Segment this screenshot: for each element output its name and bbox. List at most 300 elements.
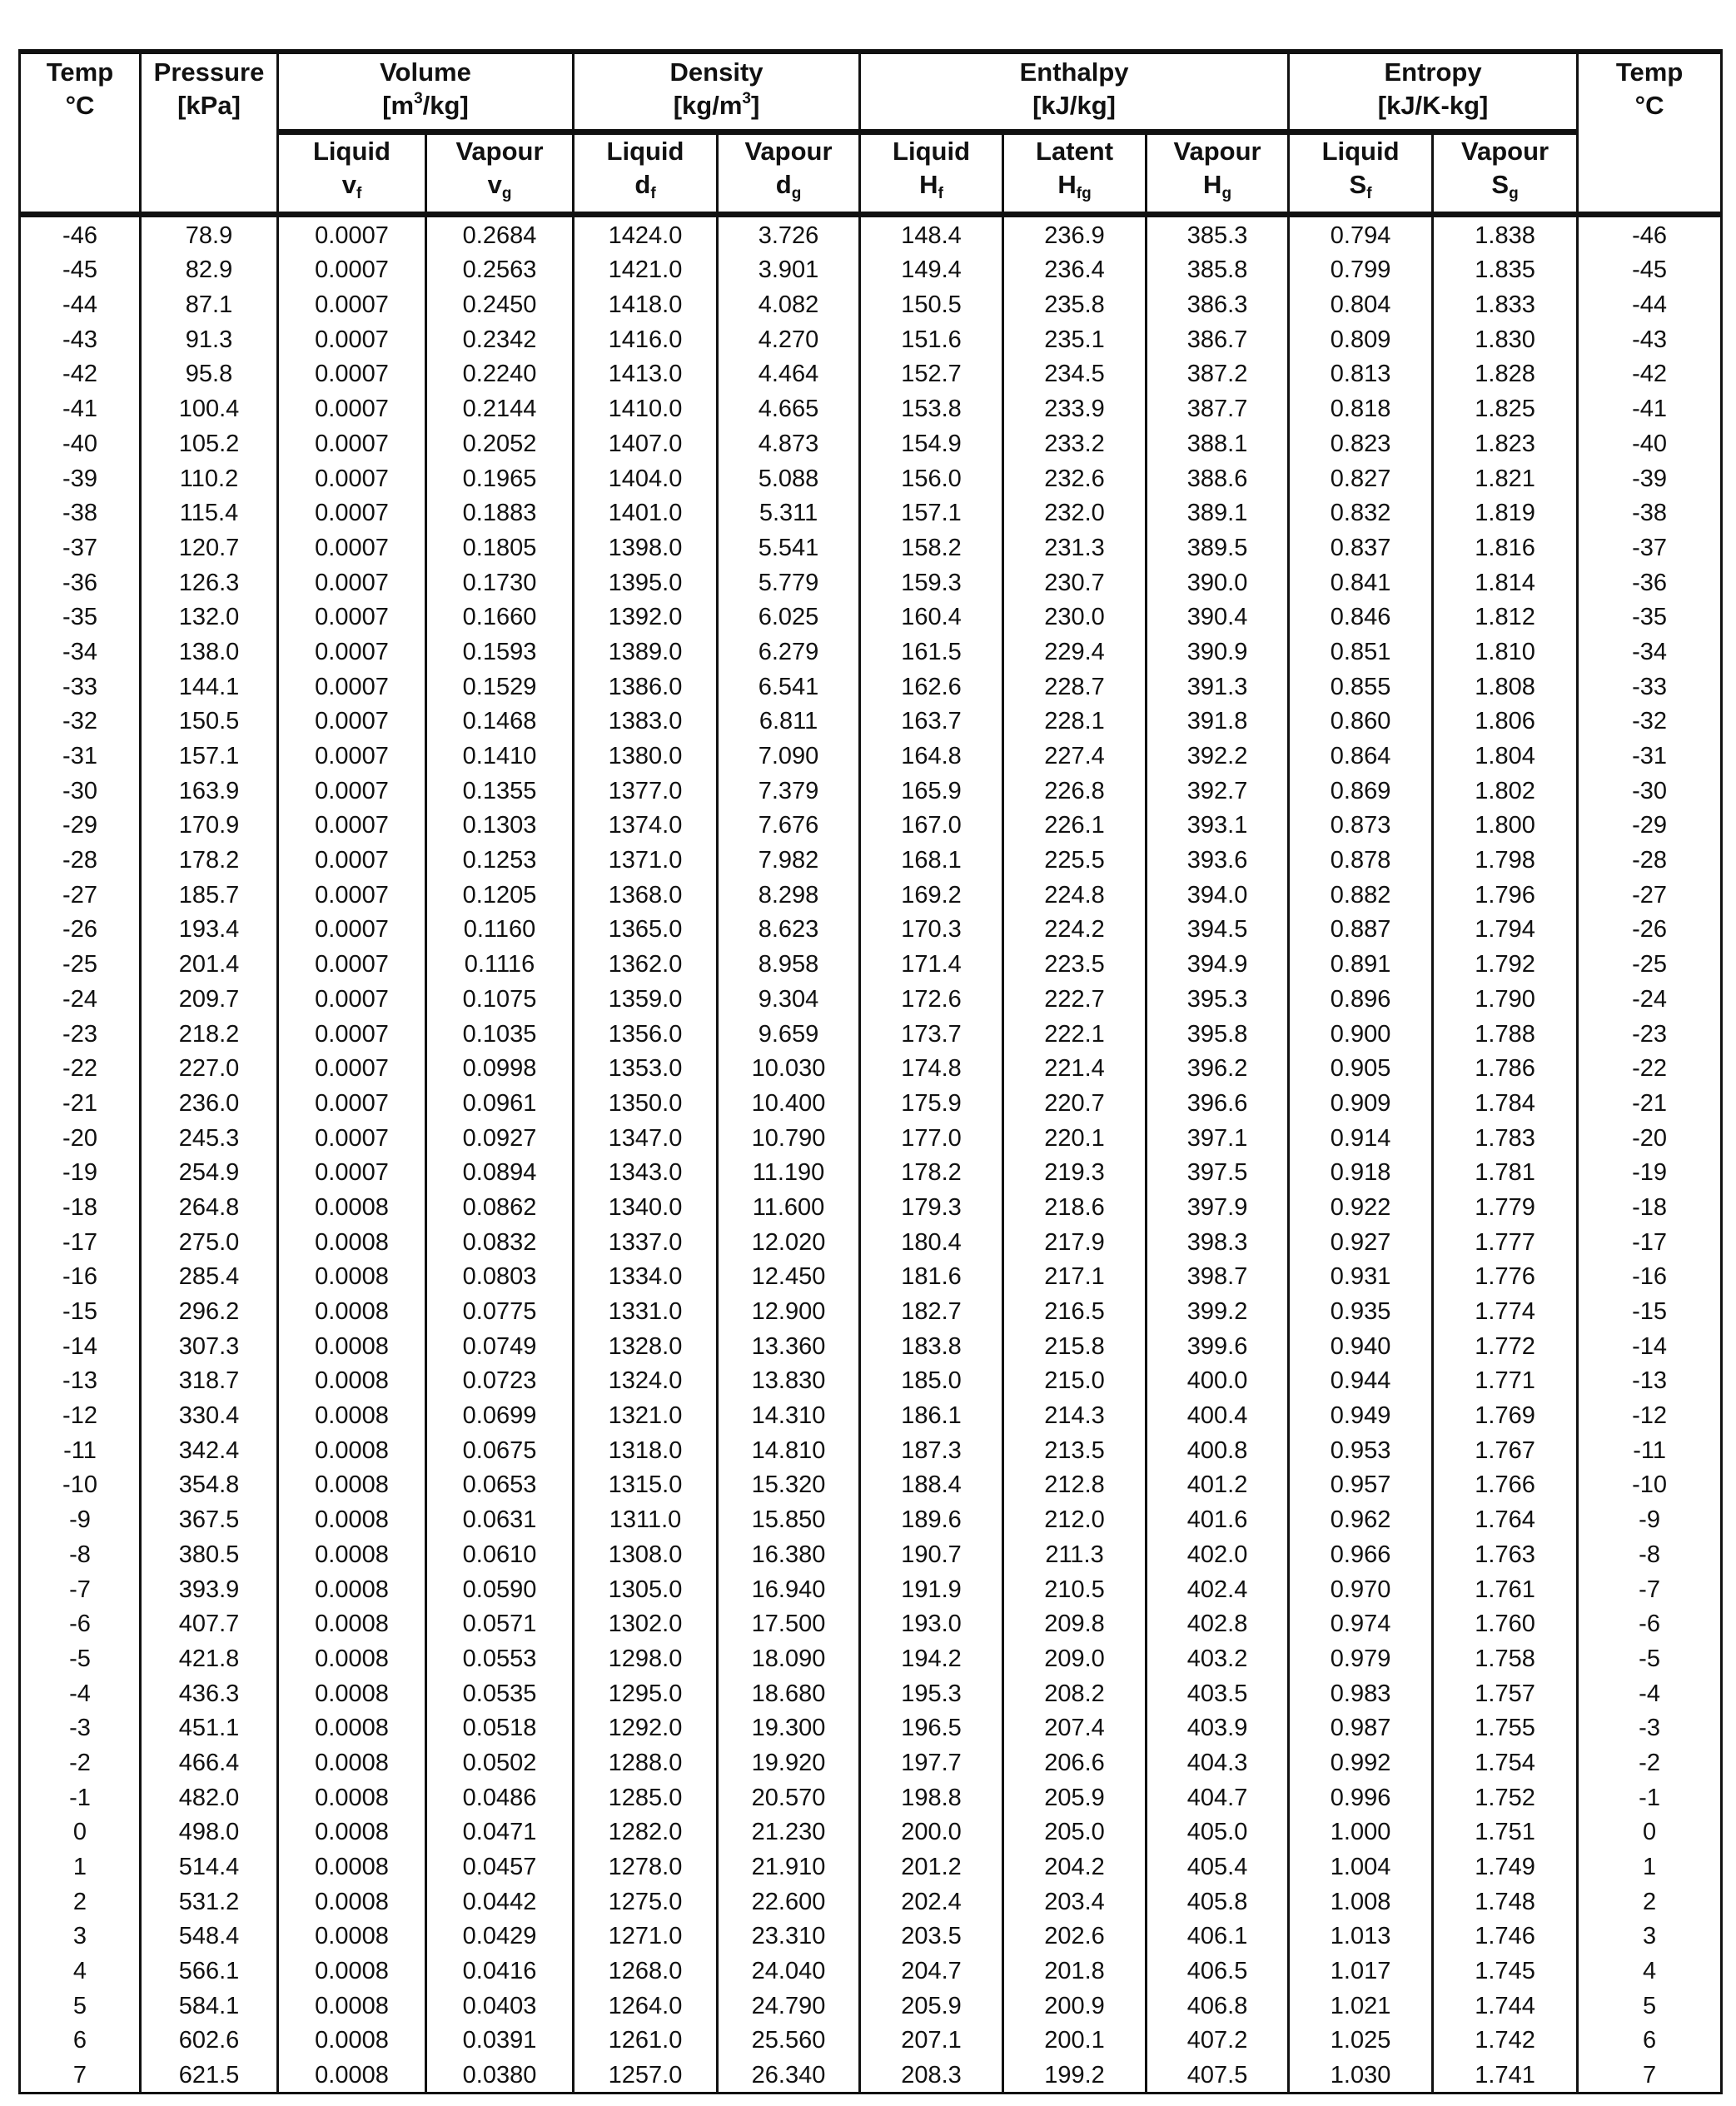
cell-entropy-vapour: 1.812 bbox=[1433, 600, 1578, 635]
cell-entropy-liquid: 0.804 bbox=[1289, 286, 1433, 321]
cell-temp-right: -19 bbox=[1578, 1155, 1722, 1190]
cell-volume-liquid: 0.0008 bbox=[278, 1745, 426, 1780]
cell-enthalpy-latent: 209.0 bbox=[1003, 1640, 1147, 1675]
table-header bbox=[20, 52, 1722, 215]
table-row bbox=[20, 1815, 1722, 1850]
cell-enthalpy-liquid: 190.7 bbox=[860, 1536, 1003, 1571]
table-row bbox=[20, 321, 1722, 356]
cell-density-vapour: 6.811 bbox=[718, 704, 860, 739]
cell-entropy-vapour: 1.757 bbox=[1433, 1675, 1578, 1710]
header-volume bbox=[278, 52, 574, 132]
cell-entropy-liquid: 0.992 bbox=[1289, 1745, 1433, 1780]
cell-density-liquid: 1362.0 bbox=[574, 946, 718, 981]
cell-entropy-vapour: 1.806 bbox=[1433, 704, 1578, 739]
cell-entropy-liquid: 0.987 bbox=[1289, 1710, 1433, 1745]
table-row bbox=[20, 669, 1722, 704]
cell-enthalpy-vapour: 399.6 bbox=[1147, 1328, 1289, 1363]
sub-header-liquid-vf bbox=[278, 132, 426, 215]
cell-temp: 7 bbox=[20, 2057, 141, 2093]
cell-enthalpy-latent: 227.4 bbox=[1003, 738, 1147, 773]
cell-volume-vapour: 0.1529 bbox=[426, 669, 574, 704]
cell-volume-liquid: 0.0008 bbox=[278, 2057, 426, 2093]
cell-entropy-vapour: 1.761 bbox=[1433, 1571, 1578, 1606]
cell-volume-liquid: 0.0007 bbox=[278, 252, 426, 287]
cell-density-liquid: 1295.0 bbox=[574, 1675, 718, 1710]
sub-header-latent-hfg bbox=[1003, 132, 1147, 215]
sub-header-label: Vapour bbox=[744, 137, 833, 166]
cell-enthalpy-vapour: 403.5 bbox=[1147, 1675, 1289, 1710]
cell-enthalpy-vapour: 393.1 bbox=[1147, 808, 1289, 843]
cell-entropy-vapour: 1.754 bbox=[1433, 1745, 1578, 1780]
cell-entropy-liquid: 0.914 bbox=[1289, 1120, 1433, 1155]
cell-entropy-liquid: 0.891 bbox=[1289, 946, 1433, 981]
cell-enthalpy-latent: 199.2 bbox=[1003, 2057, 1147, 2093]
cell-volume-liquid: 0.0008 bbox=[278, 1849, 426, 1884]
cell-temp-right: -29 bbox=[1578, 808, 1722, 843]
cell-enthalpy-vapour: 392.2 bbox=[1147, 738, 1289, 773]
table-row bbox=[20, 2057, 1722, 2093]
cell-density-liquid: 1418.0 bbox=[574, 286, 718, 321]
cell-volume-liquid: 0.0008 bbox=[278, 1815, 426, 1850]
cell-enthalpy-liquid: 173.7 bbox=[860, 1016, 1003, 1051]
header-temp-right-label: Temp bbox=[1615, 57, 1684, 87]
cell-temp: -15 bbox=[20, 1293, 141, 1328]
cell-enthalpy-liquid: 156.0 bbox=[860, 461, 1003, 495]
cell-volume-liquid: 0.0007 bbox=[278, 461, 426, 495]
cell-density-liquid: 1353.0 bbox=[574, 1051, 718, 1086]
cell-entropy-vapour: 1.752 bbox=[1433, 1780, 1578, 1815]
cell-enthalpy-latent: 208.2 bbox=[1003, 1675, 1147, 1710]
cell-entropy-liquid: 0.931 bbox=[1289, 1259, 1433, 1294]
cell-entropy-liquid: 0.935 bbox=[1289, 1293, 1433, 1328]
cell-enthalpy-liquid: 151.6 bbox=[860, 321, 1003, 356]
cell-pressure: 621.5 bbox=[141, 2057, 278, 2093]
cell-temp: -19 bbox=[20, 1155, 141, 1190]
cell-entropy-liquid: 0.809 bbox=[1289, 321, 1433, 356]
cell-enthalpy-latent: 224.8 bbox=[1003, 877, 1147, 912]
cell-temp: -39 bbox=[20, 461, 141, 495]
sub-header-vapour-dg bbox=[718, 132, 860, 215]
sub-header-label: Vapour bbox=[1173, 137, 1261, 166]
table-row bbox=[20, 1849, 1722, 1884]
cell-enthalpy-vapour: 394.9 bbox=[1147, 946, 1289, 981]
cell-temp-right: -37 bbox=[1578, 530, 1722, 565]
cell-density-vapour: 4.873 bbox=[718, 426, 860, 461]
cell-volume-liquid: 0.0007 bbox=[278, 1120, 426, 1155]
cell-entropy-vapour: 1.767 bbox=[1433, 1432, 1578, 1467]
cell-volume-liquid: 0.0007 bbox=[278, 356, 426, 391]
cell-density-liquid: 1261.0 bbox=[574, 2023, 718, 2058]
cell-enthalpy-liquid: 198.8 bbox=[860, 1780, 1003, 1815]
cell-enthalpy-latent: 226.8 bbox=[1003, 773, 1147, 808]
cell-density-vapour: 4.665 bbox=[718, 391, 860, 426]
table-row bbox=[20, 391, 1722, 426]
cell-enthalpy-latent: 210.5 bbox=[1003, 1571, 1147, 1606]
cell-enthalpy-latent: 213.5 bbox=[1003, 1432, 1147, 1467]
cell-density-liquid: 1424.0 bbox=[574, 215, 718, 252]
cell-enthalpy-vapour: 407.2 bbox=[1147, 2023, 1289, 2058]
cell-temp-right: -39 bbox=[1578, 461, 1722, 495]
cell-entropy-vapour: 1.748 bbox=[1433, 1884, 1578, 1919]
cell-volume-vapour: 0.0553 bbox=[426, 1640, 574, 1675]
cell-enthalpy-vapour: 405.8 bbox=[1147, 1884, 1289, 1919]
table-row bbox=[20, 1328, 1722, 1363]
cell-enthalpy-vapour: 406.5 bbox=[1147, 1953, 1289, 1988]
cell-density-vapour: 10.400 bbox=[718, 1085, 860, 1120]
cell-density-liquid: 1404.0 bbox=[574, 461, 718, 495]
cell-density-vapour: 14.310 bbox=[718, 1397, 860, 1432]
sub-header-symbol: $H_{fg}$ bbox=[1057, 170, 1092, 202]
cell-enthalpy-liquid: 207.1 bbox=[860, 2023, 1003, 2058]
cell-temp-right: -24 bbox=[1578, 981, 1722, 1016]
cell-volume-vapour: 0.0653 bbox=[426, 1467, 574, 1502]
sub-header-label: Liquid bbox=[1321, 137, 1400, 166]
cell-volume-vapour: 0.2342 bbox=[426, 321, 574, 356]
cell-temp-right: -1 bbox=[1578, 1780, 1722, 1815]
cell-pressure: 498.0 bbox=[141, 1815, 278, 1850]
table-row bbox=[20, 1155, 1722, 1190]
cell-temp-right: -38 bbox=[1578, 495, 1722, 530]
cell-entropy-vapour: 1.745 bbox=[1433, 1953, 1578, 1988]
cell-density-vapour: 21.910 bbox=[718, 1849, 860, 1884]
cell-pressure: 115.4 bbox=[141, 495, 278, 530]
cell-density-liquid: 1421.0 bbox=[574, 252, 718, 287]
cell-density-liquid: 1331.0 bbox=[574, 1293, 718, 1328]
header-enthalpy-label: Enthalpy bbox=[1019, 57, 1129, 87]
header-entropy bbox=[1289, 52, 1578, 132]
cell-entropy-vapour: 1.779 bbox=[1433, 1189, 1578, 1224]
cell-pressure: 95.8 bbox=[141, 356, 278, 391]
cell-enthalpy-latent: 204.2 bbox=[1003, 1849, 1147, 1884]
sub-header-symbol: $S_g$ bbox=[1491, 170, 1519, 202]
cell-volume-vapour: 0.0803 bbox=[426, 1259, 574, 1294]
cell-entropy-liquid: 0.878 bbox=[1289, 842, 1433, 877]
cell-density-liquid: 1321.0 bbox=[574, 1397, 718, 1432]
cell-density-liquid: 1302.0 bbox=[574, 1606, 718, 1641]
cell-temp: -20 bbox=[20, 1120, 141, 1155]
cell-density-liquid: 1368.0 bbox=[574, 877, 718, 912]
cell-entropy-liquid: 0.846 bbox=[1289, 600, 1433, 635]
cell-pressure: 342.4 bbox=[141, 1432, 278, 1467]
cell-pressure: 584.1 bbox=[141, 1988, 278, 2023]
cell-entropy-vapour: 1.777 bbox=[1433, 1224, 1578, 1259]
table-row bbox=[20, 704, 1722, 739]
cell-pressure: 218.2 bbox=[141, 1016, 278, 1051]
cell-enthalpy-vapour: 401.6 bbox=[1147, 1501, 1289, 1536]
cell-temp: -8 bbox=[20, 1536, 141, 1571]
cell-enthalpy-latent: 221.4 bbox=[1003, 1051, 1147, 1086]
header-volume-unit: $[m^3/kg]$ bbox=[382, 90, 469, 120]
cell-pressure: 275.0 bbox=[141, 1224, 278, 1259]
cell-density-liquid: 1318.0 bbox=[574, 1432, 718, 1467]
cell-entropy-liquid: 0.966 bbox=[1289, 1536, 1433, 1571]
cell-volume-vapour: 0.0486 bbox=[426, 1780, 574, 1815]
cell-pressure: 318.7 bbox=[141, 1363, 278, 1398]
header-density-label: Density bbox=[669, 57, 764, 87]
cell-entropy-vapour: 1.755 bbox=[1433, 1710, 1578, 1745]
cell-temp: -37 bbox=[20, 530, 141, 565]
cell-entropy-vapour: 1.835 bbox=[1433, 252, 1578, 287]
cell-enthalpy-vapour: 388.1 bbox=[1147, 426, 1289, 461]
cell-density-vapour: 5.311 bbox=[718, 495, 860, 530]
table-row bbox=[20, 1189, 1722, 1224]
cell-enthalpy-vapour: 389.1 bbox=[1147, 495, 1289, 530]
cell-enthalpy-latent: 200.1 bbox=[1003, 2023, 1147, 2058]
cell-density-vapour: 16.380 bbox=[718, 1536, 860, 1571]
cell-pressure: 393.9 bbox=[141, 1571, 278, 1606]
cell-entropy-vapour: 1.786 bbox=[1433, 1051, 1578, 1086]
sub-header-vapour-hg bbox=[1147, 132, 1289, 215]
cell-volume-liquid: 0.0008 bbox=[278, 1397, 426, 1432]
cell-enthalpy-vapour: 388.6 bbox=[1147, 461, 1289, 495]
cell-pressure: 144.1 bbox=[141, 669, 278, 704]
cell-enthalpy-vapour: 406.1 bbox=[1147, 1919, 1289, 1954]
cell-volume-vapour: 0.0998 bbox=[426, 1051, 574, 1086]
cell-volume-vapour: 0.1883 bbox=[426, 495, 574, 530]
header-pressure-label: Pressure bbox=[153, 57, 265, 87]
cell-entropy-liquid: 0.841 bbox=[1289, 565, 1433, 600]
table-row bbox=[20, 1745, 1722, 1780]
table-row bbox=[20, 1675, 1722, 1710]
header-volume-label: Volume bbox=[380, 57, 471, 87]
cell-enthalpy-vapour: 392.7 bbox=[1147, 773, 1289, 808]
cell-enthalpy-vapour: 390.0 bbox=[1147, 565, 1289, 600]
cell-enthalpy-latent: 233.9 bbox=[1003, 391, 1147, 426]
cell-temp: -36 bbox=[20, 565, 141, 600]
table-row bbox=[20, 1363, 1722, 1398]
cell-enthalpy-latent: 235.8 bbox=[1003, 286, 1147, 321]
cell-density-liquid: 1395.0 bbox=[574, 565, 718, 600]
cell-pressure: 91.3 bbox=[141, 321, 278, 356]
cell-enthalpy-latent: 209.8 bbox=[1003, 1606, 1147, 1641]
cell-enthalpy-vapour: 394.5 bbox=[1147, 912, 1289, 947]
cell-enthalpy-liquid: 193.0 bbox=[860, 1606, 1003, 1641]
cell-pressure: 482.0 bbox=[141, 1780, 278, 1815]
cell-enthalpy-liquid: 191.9 bbox=[860, 1571, 1003, 1606]
cell-pressure: 87.1 bbox=[141, 286, 278, 321]
cell-enthalpy-vapour: 404.3 bbox=[1147, 1745, 1289, 1780]
cell-enthalpy-latent: 215.0 bbox=[1003, 1363, 1147, 1398]
cell-density-liquid: 1386.0 bbox=[574, 669, 718, 704]
table-row bbox=[20, 461, 1722, 495]
cell-enthalpy-liquid: 185.0 bbox=[860, 1363, 1003, 1398]
cell-density-vapour: 23.310 bbox=[718, 1919, 860, 1954]
cell-enthalpy-liquid: 200.0 bbox=[860, 1815, 1003, 1850]
cell-entropy-liquid: 0.823 bbox=[1289, 426, 1433, 461]
table-row bbox=[20, 773, 1722, 808]
table-row bbox=[20, 1397, 1722, 1432]
table-row bbox=[20, 981, 1722, 1016]
cell-entropy-liquid: 0.927 bbox=[1289, 1224, 1433, 1259]
cell-entropy-liquid: 0.922 bbox=[1289, 1189, 1433, 1224]
cell-enthalpy-vapour: 400.4 bbox=[1147, 1397, 1289, 1432]
cell-volume-liquid: 0.0007 bbox=[278, 669, 426, 704]
cell-volume-liquid: 0.0008 bbox=[278, 1536, 426, 1571]
table-row bbox=[20, 426, 1722, 461]
cell-density-vapour: 4.082 bbox=[718, 286, 860, 321]
cell-temp-right: -22 bbox=[1578, 1051, 1722, 1086]
cell-entropy-liquid: 0.869 bbox=[1289, 773, 1433, 808]
cell-density-liquid: 1268.0 bbox=[574, 1953, 718, 1988]
cell-enthalpy-vapour: 396.6 bbox=[1147, 1085, 1289, 1120]
cell-enthalpy-vapour: 397.9 bbox=[1147, 1189, 1289, 1224]
sub-header-symbol: $S_f$ bbox=[1349, 170, 1372, 202]
cell-pressure: 150.5 bbox=[141, 704, 278, 739]
cell-temp-right: -12 bbox=[1578, 1397, 1722, 1432]
table-row bbox=[20, 912, 1722, 947]
cell-volume-liquid: 0.0008 bbox=[278, 1467, 426, 1502]
sub-header-symbol: $H_f$ bbox=[919, 170, 943, 202]
cell-enthalpy-vapour: 406.8 bbox=[1147, 1988, 1289, 2023]
cell-density-liquid: 1315.0 bbox=[574, 1467, 718, 1502]
cell-density-vapour: 9.659 bbox=[718, 1016, 860, 1051]
cell-density-liquid: 1359.0 bbox=[574, 981, 718, 1016]
cell-enthalpy-vapour: 394.0 bbox=[1147, 877, 1289, 912]
cell-enthalpy-vapour: 397.5 bbox=[1147, 1155, 1289, 1190]
cell-temp-right: -34 bbox=[1578, 634, 1722, 669]
cell-enthalpy-liquid: 204.7 bbox=[860, 1953, 1003, 1988]
cell-volume-liquid: 0.0008 bbox=[278, 1675, 426, 1710]
table-row bbox=[20, 1016, 1722, 1051]
cell-temp-right: -6 bbox=[1578, 1606, 1722, 1641]
cell-enthalpy-vapour: 405.0 bbox=[1147, 1815, 1289, 1850]
cell-volume-liquid: 0.0007 bbox=[278, 495, 426, 530]
cell-entropy-vapour: 1.760 bbox=[1433, 1606, 1578, 1641]
cell-volume-liquid: 0.0007 bbox=[278, 1051, 426, 1086]
cell-temp: -5 bbox=[20, 1640, 141, 1675]
cell-enthalpy-liquid: 189.6 bbox=[860, 1501, 1003, 1536]
cell-density-liquid: 1365.0 bbox=[574, 912, 718, 947]
cell-volume-liquid: 0.0007 bbox=[278, 215, 426, 252]
cell-volume-vapour: 0.0442 bbox=[426, 1884, 574, 1919]
cell-enthalpy-liquid: 179.3 bbox=[860, 1189, 1003, 1224]
cell-temp: 0 bbox=[20, 1815, 141, 1850]
cell-density-vapour: 11.600 bbox=[718, 1189, 860, 1224]
table-row bbox=[20, 1293, 1722, 1328]
cell-density-vapour: 7.379 bbox=[718, 773, 860, 808]
cell-temp-right: -23 bbox=[1578, 1016, 1722, 1051]
cell-enthalpy-liquid: 150.5 bbox=[860, 286, 1003, 321]
cell-enthalpy-latent: 224.2 bbox=[1003, 912, 1147, 947]
cell-volume-liquid: 0.0007 bbox=[278, 286, 426, 321]
cell-volume-vapour: 0.0631 bbox=[426, 1501, 574, 1536]
cell-entropy-vapour: 1.823 bbox=[1433, 426, 1578, 461]
cell-entropy-liquid: 0.996 bbox=[1289, 1780, 1433, 1815]
cell-enthalpy-liquid: 163.7 bbox=[860, 704, 1003, 739]
cell-enthalpy-latent: 225.5 bbox=[1003, 842, 1147, 877]
cell-temp-right: -42 bbox=[1578, 356, 1722, 391]
cell-density-liquid: 1311.0 bbox=[574, 1501, 718, 1536]
cell-temp: -16 bbox=[20, 1259, 141, 1294]
cell-temp: 6 bbox=[20, 2023, 141, 2058]
cell-density-vapour: 15.320 bbox=[718, 1467, 860, 1502]
header-temp-right-unit: °C bbox=[1634, 91, 1664, 120]
cell-density-liquid: 1407.0 bbox=[574, 426, 718, 461]
cell-volume-liquid: 0.0008 bbox=[278, 1363, 426, 1398]
cell-density-vapour: 17.500 bbox=[718, 1606, 860, 1641]
cell-enthalpy-liquid: 168.1 bbox=[860, 842, 1003, 877]
sub-header-label: Liquid bbox=[313, 137, 390, 166]
cell-temp: -10 bbox=[20, 1467, 141, 1502]
cell-volume-liquid: 0.0008 bbox=[278, 1189, 426, 1224]
cell-volume-vapour: 0.0571 bbox=[426, 1606, 574, 1641]
sub-header-vapour-sg bbox=[1433, 132, 1578, 215]
header-temp-unit: °C bbox=[65, 91, 95, 120]
cell-temp: -31 bbox=[20, 738, 141, 773]
cell-temp: -25 bbox=[20, 946, 141, 981]
cell-temp: -3 bbox=[20, 1710, 141, 1745]
cell-entropy-liquid: 0.940 bbox=[1289, 1328, 1433, 1363]
table-row bbox=[20, 530, 1722, 565]
cell-temp-right: -2 bbox=[1578, 1745, 1722, 1780]
cell-volume-vapour: 0.0457 bbox=[426, 1849, 574, 1884]
cell-volume-liquid: 0.0008 bbox=[278, 1571, 426, 1606]
table-row bbox=[20, 1259, 1722, 1294]
cell-temp-right: -41 bbox=[1578, 391, 1722, 426]
cell-pressure: 227.0 bbox=[141, 1051, 278, 1086]
cell-entropy-vapour: 1.794 bbox=[1433, 912, 1578, 947]
cell-temp-right: -17 bbox=[1578, 1224, 1722, 1259]
cell-temp: -42 bbox=[20, 356, 141, 391]
table-row bbox=[20, 1120, 1722, 1155]
cell-enthalpy-latent: 201.8 bbox=[1003, 1953, 1147, 1988]
cell-temp-right: -7 bbox=[1578, 1571, 1722, 1606]
cell-volume-vapour: 0.0832 bbox=[426, 1224, 574, 1259]
cell-entropy-vapour: 1.788 bbox=[1433, 1016, 1578, 1051]
cell-density-liquid: 1298.0 bbox=[574, 1640, 718, 1675]
cell-volume-liquid: 0.0007 bbox=[278, 1085, 426, 1120]
cell-volume-vapour: 0.1303 bbox=[426, 808, 574, 843]
cell-entropy-liquid: 0.799 bbox=[1289, 252, 1433, 287]
cell-volume-liquid: 0.0007 bbox=[278, 738, 426, 773]
table-row bbox=[20, 495, 1722, 530]
cell-volume-liquid: 0.0008 bbox=[278, 1293, 426, 1328]
table-row bbox=[20, 1051, 1722, 1086]
table-row bbox=[20, 1571, 1722, 1606]
cell-entropy-liquid: 0.827 bbox=[1289, 461, 1433, 495]
cell-temp: -43 bbox=[20, 321, 141, 356]
sub-header-symbol: $d_g$ bbox=[775, 170, 802, 202]
cell-temp-right: -11 bbox=[1578, 1432, 1722, 1467]
cell-density-vapour: 7.090 bbox=[718, 738, 860, 773]
cell-enthalpy-latent: 220.7 bbox=[1003, 1085, 1147, 1120]
cell-pressure: 531.2 bbox=[141, 1884, 278, 1919]
cell-temp: -45 bbox=[20, 252, 141, 287]
cell-entropy-liquid: 0.887 bbox=[1289, 912, 1433, 947]
cell-enthalpy-vapour: 403.2 bbox=[1147, 1640, 1289, 1675]
cell-entropy-liquid: 0.979 bbox=[1289, 1640, 1433, 1675]
cell-enthalpy-latent: 230.0 bbox=[1003, 600, 1147, 635]
cell-density-vapour: 8.958 bbox=[718, 946, 860, 981]
cell-enthalpy-latent: 235.1 bbox=[1003, 321, 1147, 356]
table-row bbox=[20, 1085, 1722, 1120]
table-row bbox=[20, 565, 1722, 600]
cell-enthalpy-latent: 200.9 bbox=[1003, 1988, 1147, 2023]
cell-volume-vapour: 0.1075 bbox=[426, 981, 574, 1016]
cell-entropy-vapour: 1.828 bbox=[1433, 356, 1578, 391]
cell-density-vapour: 6.025 bbox=[718, 600, 860, 635]
table-row bbox=[20, 1501, 1722, 1536]
cell-temp-right: 6 bbox=[1578, 2023, 1722, 2058]
cell-temp-right: -40 bbox=[1578, 426, 1722, 461]
cell-density-liquid: 1264.0 bbox=[574, 1988, 718, 2023]
cell-temp-right: -32 bbox=[1578, 704, 1722, 739]
cell-density-vapour: 9.304 bbox=[718, 981, 860, 1016]
cell-density-liquid: 1308.0 bbox=[574, 1536, 718, 1571]
cell-enthalpy-liquid: 194.2 bbox=[860, 1640, 1003, 1675]
cell-temp-right: -3 bbox=[1578, 1710, 1722, 1745]
cell-pressure: 330.4 bbox=[141, 1397, 278, 1432]
